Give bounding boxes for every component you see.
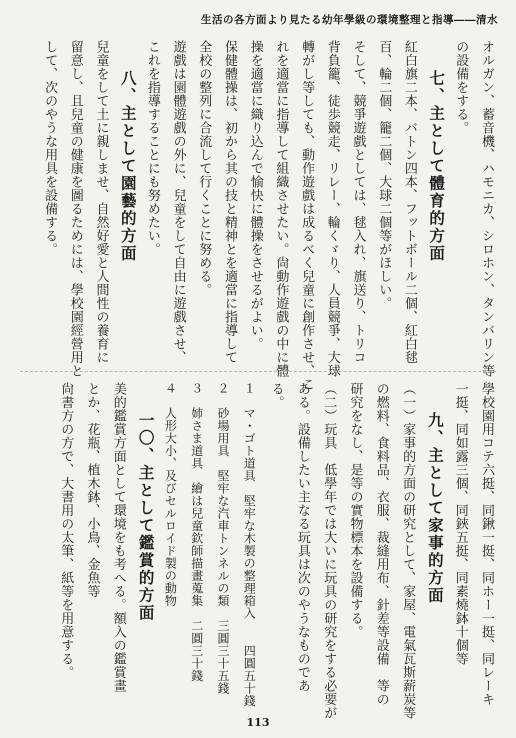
text-column: 百、輪二個、籠二個、大球二個等がほしい。: [376, 40, 392, 310]
text-column: （二）玩具 低學年では大いに玩具の研究をする必要が: [321, 382, 337, 720]
text-column: １ マ・ゴト道具 堅牢な木製の整理箱入 四圓五十錢: [242, 382, 257, 707]
text-column: る。: [268, 382, 284, 409]
page-number: 113: [246, 716, 270, 729]
text-column: ４ 人形大小、及びセルロイド製の動物: [163, 382, 178, 607]
text-column: 兒童をして土に親しませ、自然好愛と人間性の養育に: [93, 40, 109, 364]
section-heading: 九、主として家事的方面: [425, 412, 445, 605]
text-column: オルガン、蓄音機、ハモニカ、シロホン、タンバリン等: [479, 40, 494, 378]
text-column: の設備をする。: [453, 40, 469, 135]
text-column: ある。設備したい主なる玩具は次のやうなものであ: [294, 382, 310, 693]
text-column: 操を適當に織り込んで愉快に體操をさせるがよい。: [247, 40, 263, 351]
text-column: 學校園用コテ六挺、同鍬一挺、同ホー一挺、同レーキ: [479, 382, 494, 706]
text-column: これを指導することにも努めたい。: [144, 40, 160, 256]
text-column: ３ 姉さま道具 繪は兒童欽師描畫蒐集 二圓三十錢: [189, 382, 204, 682]
section-heading: 八、主として園藝的方面: [118, 70, 138, 263]
text-column: の燃料、食料品、衣服、裁縫用布、針差等設備 等の: [373, 382, 389, 706]
text-column: とか、花瓶、植木鉢、小鳥、金魚等: [84, 382, 100, 598]
text-column: 研究をなし、是等の實物標本を設備する。: [347, 382, 363, 639]
text-column: 一挺、同如露三個、同鋏五挺、同素燒鉢十個等: [452, 382, 468, 666]
text-column: 留意し、且兒童の健康を圖るためには、學校園經營用と: [67, 40, 83, 378]
text-column: （一）家事的方面の研究として、家屋、電氣瓦斯薪炭等: [400, 382, 416, 720]
text-column: して、次のやうな用具を設備する。: [42, 40, 58, 256]
text-column: そして、競爭遊戲としては、毬入れ、旗送り、トリコ: [350, 40, 366, 364]
text-column: 遊戲は園體遊戲の外に、兒童をして自由に遊戲させ、: [170, 40, 186, 364]
section-heading: 一〇、主として鑑賞的方面: [136, 412, 156, 622]
running-header: 生活の各方面より見たる幼年學級の環境整理と指導――清水: [201, 14, 498, 26]
text-column: 紅白旗二本、バトン四本、フットボール二個、紅白毬: [401, 40, 417, 364]
text-column: 保健體操は、初から其の技と精神とを適當に指導して: [222, 40, 237, 364]
section-divider: [20, 371, 496, 372]
text-column: 美的鑑賞方面として環境をも考へる。額入の鑑賞畫: [110, 382, 126, 693]
text-column: れを適當に指導して組織させたい。尙動作遊戲の中に體: [273, 40, 289, 378]
text-column: 背負籠、徒歩競走、リレー、輪くゞり、人員競爭、大球: [324, 40, 340, 378]
text-column: ２ 砂場用具 堅牢な汽車トンネルの類 三圓三十五錢: [216, 382, 230, 695]
section-heading: 七、主として體育的方面: [427, 70, 447, 263]
text-column: 轉がし等しても、動作遊戲は成るべく兒童に創作させ、こ: [299, 40, 315, 391]
text-column: 尙書方の方で、大書用の太筆、紙等を用意する。: [58, 382, 74, 679]
text-column: 全校の整列に合流して行くことに努める。: [196, 40, 212, 297]
